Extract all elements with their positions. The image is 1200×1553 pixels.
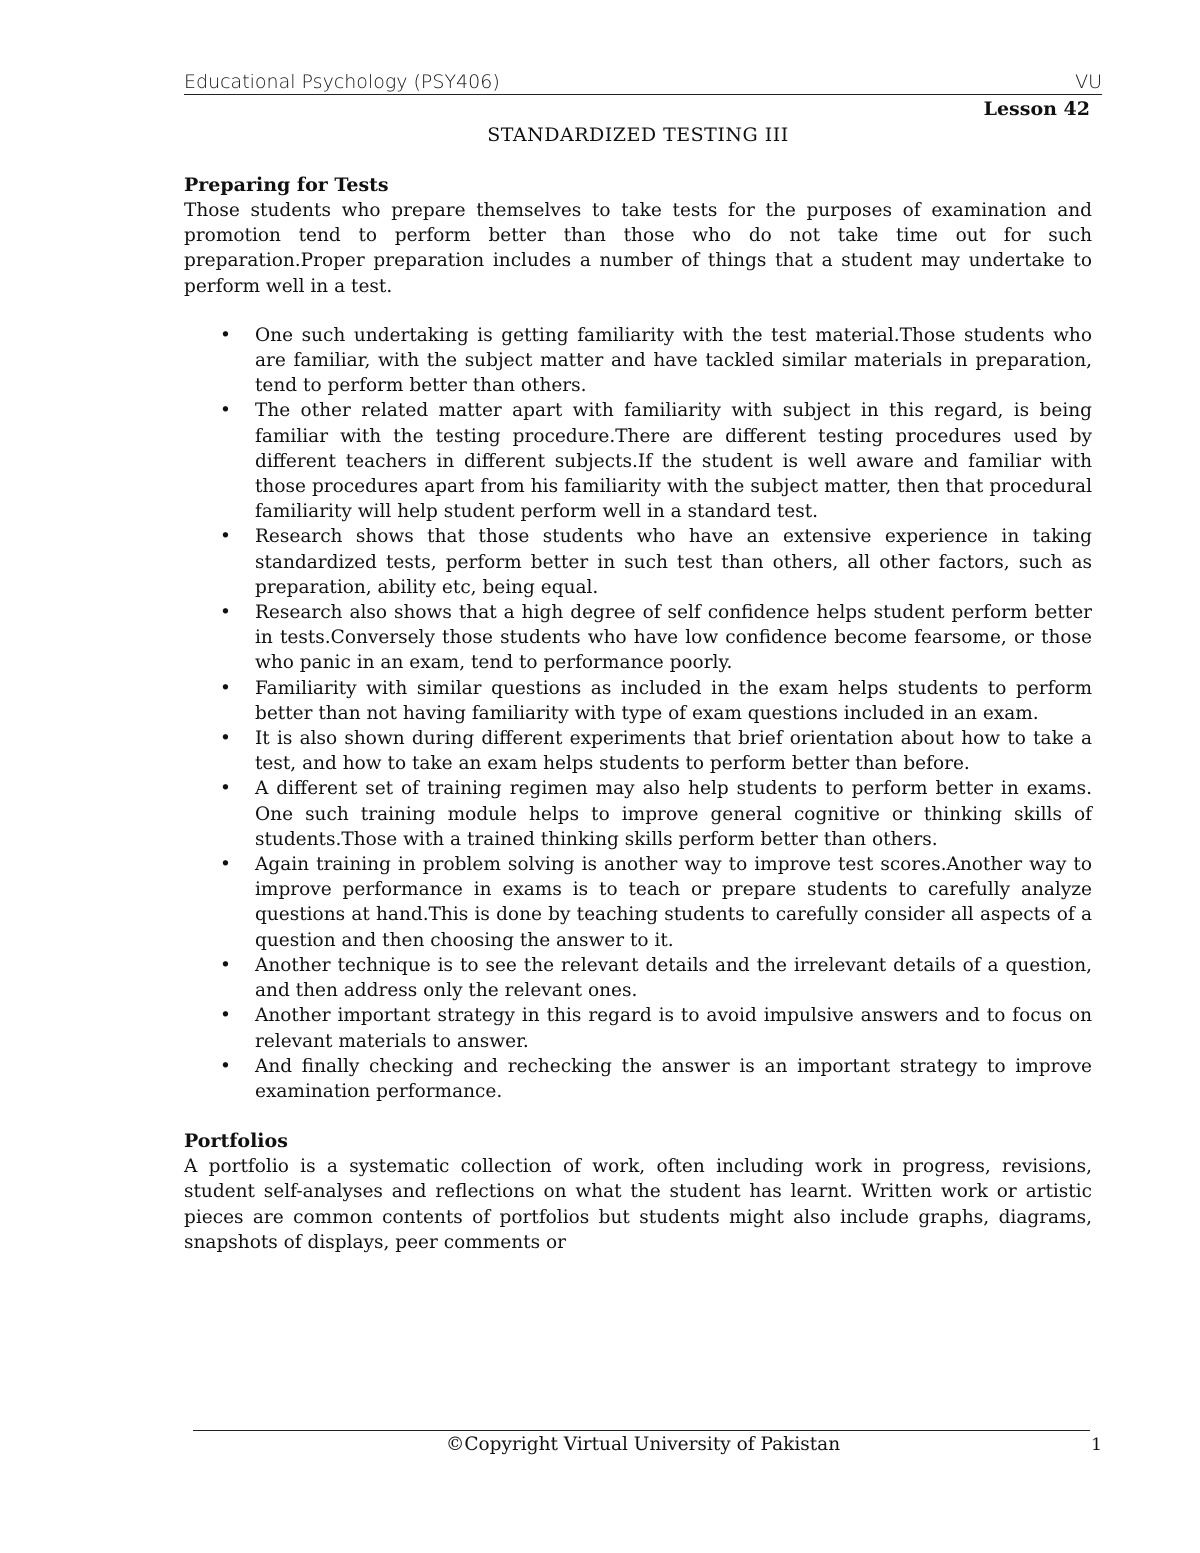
list-item <box>184 676 1092 726</box>
list-item <box>184 600 1092 676</box>
list-item-text: The other related matter apart with familiarity with subject in this regard, is being familiar with the testing procedure.There are different testing procedures used by different teachers in different subjects.If the student is well aware and familiar with those procedures apart from his familiarity with the subject matter, then that procedural familiarity will help student perform well in a standard test. <box>255 400 1092 523</box>
list-item <box>184 953 1092 1003</box>
list-item <box>184 726 1092 776</box>
list-item <box>184 398 1092 524</box>
list-item-text: Research shows that those students who have an extensive experience in taking standardized tests, perform better in such test than others, all other factors, such as preparation, ability etc, being equal. <box>255 526 1092 598</box>
bullet-list <box>184 323 1092 1104</box>
footer-divider <box>193 1430 1090 1431</box>
page-footer <box>184 1432 1102 1458</box>
list-item <box>184 852 1092 953</box>
page-header <box>184 70 1102 95</box>
list-item-text: Research also shows that a high degree of self confidence helps student perform better in tests.Conversely those students who have low confidence become fearsome, or those who panic in an exam, tend to performance poorly. <box>255 602 1092 674</box>
list-item-text: Familiarity with similar questions as included in the exam helps students to perform better than not having familiarity with type of exam questions included in an exam. <box>255 677 1092 724</box>
institution-label: VU <box>1075 71 1102 93</box>
bullet-icon: • <box>220 602 231 624</box>
portfolios-paragraph: A portfolio is a systematic collection of work, often including work in progress, revisions, student self-analyses and reflections on what the student has learnt. Written work or artistic pieces are common contents of portfolios but students might also include graphs, diagrams, snapshots of displays, peer comments or <box>184 1156 1092 1253</box>
list-item-text: Another important strategy in this regard is to avoid impulsive answers and to focus on relevant materials to answer. <box>255 1005 1092 1052</box>
bullet-icon: • <box>220 324 231 346</box>
list-item-text: And finally checking and rechecking the answer is an important strategy to improve examination performance. <box>255 1055 1092 1102</box>
course-title: Educational Psychology (PSY406) <box>184 71 500 93</box>
list-item <box>184 1003 1092 1053</box>
section-heading-preparing: Preparing for Tests <box>184 174 389 196</box>
bullet-icon: • <box>220 778 231 800</box>
bullet-icon: • <box>220 854 231 876</box>
list-item <box>184 524 1092 600</box>
list-item-text: One such undertaking is getting familiarity with the test material.Those students who are familiar, with the subject matter and have tackled similar materials in preparation, tend to perform better than others. <box>255 324 1092 397</box>
bullet-icon: • <box>220 1055 231 1077</box>
portfolios-section <box>184 1128 1092 1255</box>
list-item <box>184 323 1092 399</box>
bullet-icon: • <box>220 1005 231 1027</box>
section-heading-portfolios: Portfolios <box>184 1130 288 1153</box>
bullet-icon: • <box>220 526 231 548</box>
list-item <box>184 776 1092 852</box>
document-body <box>184 172 1092 1255</box>
section-intro-paragraph: Those students who prepare themselves to take tests for the purposes of examination and promotion tend to perform better than those who do not take time out for such preparation.Proper preparation includes a number of things that a student may undertake to perform well in a test. <box>184 200 1092 297</box>
bullet-icon: • <box>220 677 231 699</box>
list-item <box>184 1054 1092 1104</box>
copyright-notice: ©Copyright Virtual University of Pakistan <box>445 1434 841 1455</box>
page-title: STANDARDIZED TESTING III <box>487 124 789 146</box>
page-number: 1 <box>1091 1435 1102 1455</box>
lesson-label: Lesson 42 <box>983 98 1090 120</box>
list-item-text: It is also shown during different experiments that brief orientation about how to take a test, and how to take an exam helps students to perform better than before. <box>255 728 1092 775</box>
list-item-text: Another technique is to see the relevant details and the irrelevant details of a question, and then address only the relevant ones. <box>255 954 1092 1002</box>
bullet-icon: • <box>220 954 231 976</box>
bullet-icon: • <box>220 728 231 750</box>
bullet-icon: • <box>220 400 231 422</box>
list-item-text: A different set of training regimen may also help students to perform better in exams. One such training module helps to improve general cognitive or thinking skills of students.Those with a trained thinking skills perform better than others. <box>255 778 1092 850</box>
list-item-text: Again training in problem solving is another way to improve test scores.Another way to improve performance in exams is to teach or prepare students to carefully analyze questions at hand.This is done by teaching students to carefully consider all aspects of a question and then choosing the answer to it. <box>255 854 1092 951</box>
